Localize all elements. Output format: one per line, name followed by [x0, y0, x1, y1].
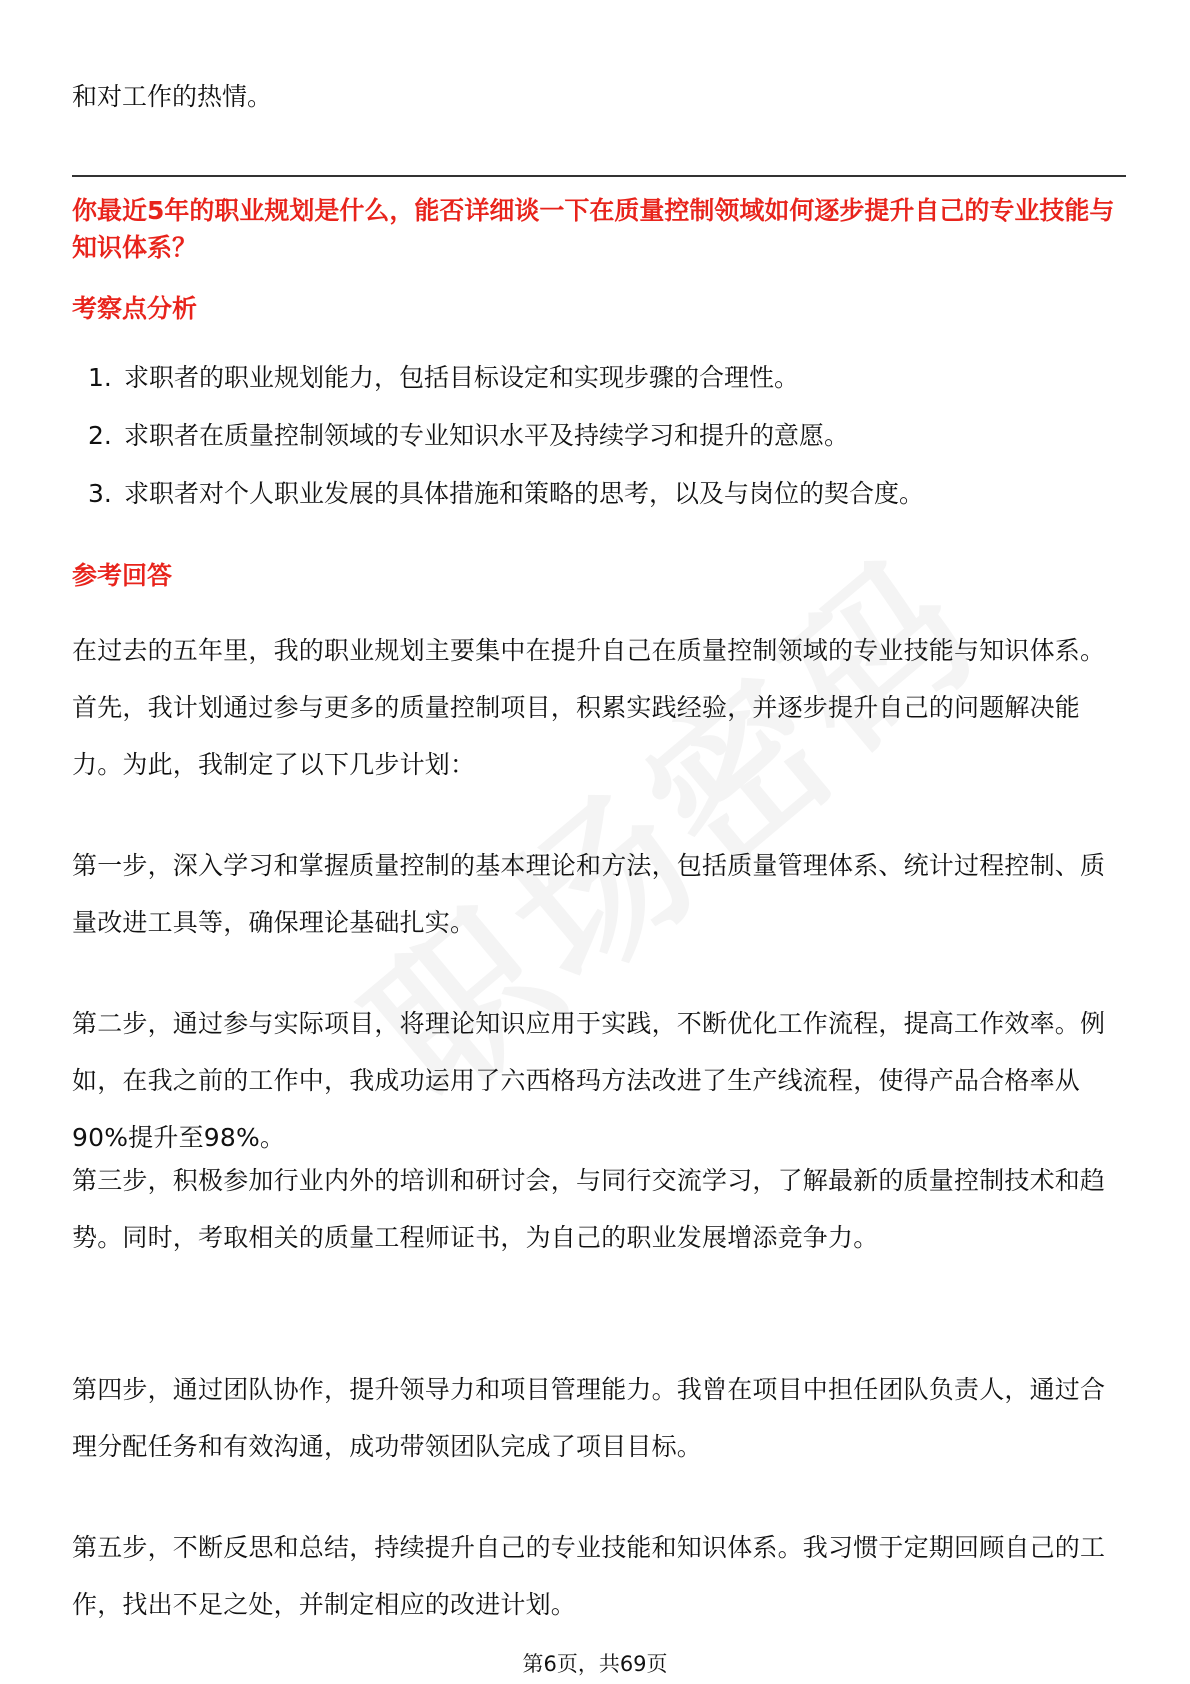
points-list [72, 360, 1126, 534]
list-item-text: 求职者对个人职业发展的具体措施和策略的思考，以及与岗位的契合度。 [124, 479, 925, 508]
question-heading: 你最近5年的职业规划是什么，能否详细谈一下在质量控制领域如何逐步提升自己的专业技能与知识体系？ [72, 196, 1115, 262]
list-item [72, 418, 1126, 454]
previous-answer-fragment: 和对工作的热情。 [72, 82, 273, 111]
answer-paragraph: 第一步，深入学习和掌握质量控制的基本理论和方法，包括质量管理体系、统计过程控制、质量改进工具等，确保理论基础扎实。 [72, 851, 1106, 937]
answer-paragraph: 在过去的五年里，我的职业规划主要集中在提升自己在质量控制领域的专业技能与知识体系。首先，我计划通过参与更多的质量控制项目，积累实践经验，并逐步提升自己的问题解决能力。为此，我制定了以下几步计划： [72, 636, 1106, 779]
list-item-number: 2. [88, 421, 112, 450]
answer-paragraph: 第四步，通过团队协作，提升领导力和项目管理能力。我曾在项目中担任团队负责人，通过合理分配任务和有效沟通，成功带领团队完成了项目目标。 [72, 1375, 1106, 1461]
section-divider [72, 175, 1126, 177]
list-item-text: 求职者的职业规划能力，包括目标设定和实现步骤的合理性。 [124, 363, 800, 392]
list-item-number: 3. [88, 479, 112, 508]
list-item-text: 求职者在质量控制领域的专业知识水平及持续学习和提升的意愿。 [124, 421, 850, 450]
list-item-number: 1. [88, 363, 112, 392]
page-number-footer: 第6页，共69页 [522, 1652, 668, 1676]
answer-paragraph: 第五步，不断反思和总结，持续提升自己的专业技能和知识体系。我习惯于定期回顾自己的工作，找出不足之处，并制定相应的改进计划。 [72, 1533, 1106, 1619]
answer-paragraph: 第二步，通过参与实际项目，将理论知识应用于实践，不断优化工作流程，提高工作效率。例如，在我之前的工作中，我成功运用了六西格玛方法改进了生产线流程，使得产品合格率从90%提升至98%。 [72, 1009, 1106, 1152]
list-item [72, 476, 1126, 512]
points-section-title: 考察点分析 [72, 294, 198, 323]
answer-section-title: 参考回答 [72, 561, 173, 590]
list-item [72, 360, 1126, 396]
answer-paragraph: 第三步，积极参加行业内外的培训和研讨会，与同行交流学习，了解最新的质量控制技术和趋势。同时，考取相关的质量工程师证书，为自己的职业发展增添竞争力。 [72, 1166, 1106, 1252]
